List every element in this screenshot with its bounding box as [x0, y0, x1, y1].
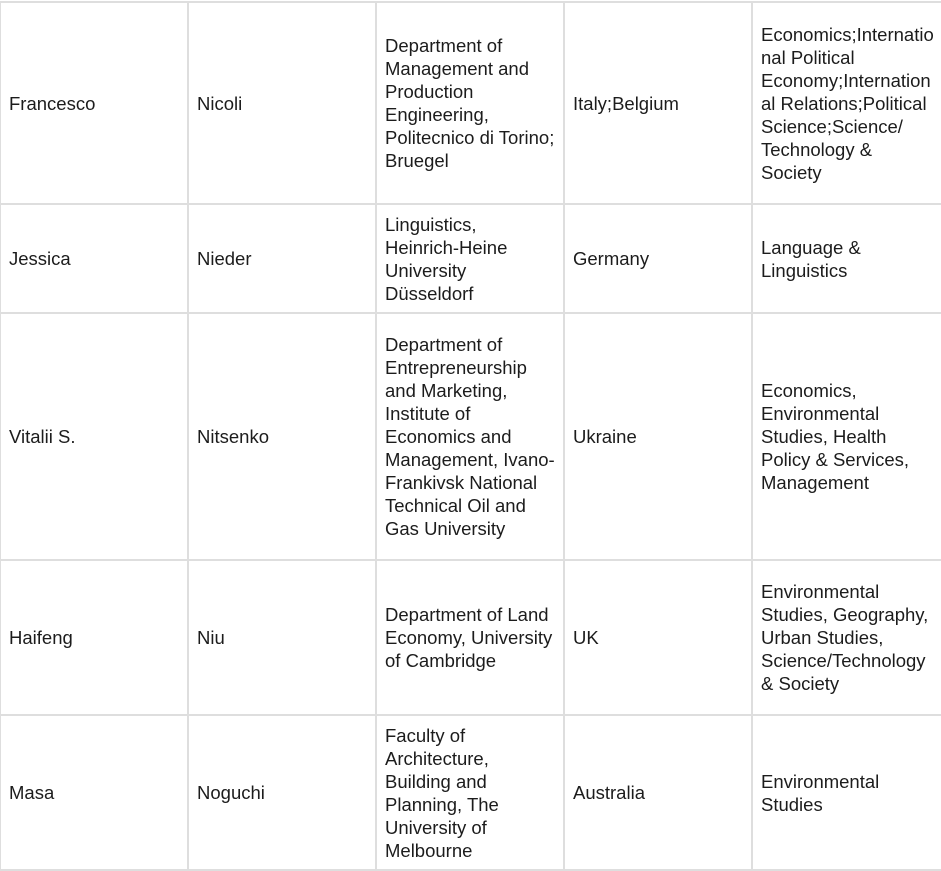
affiliation-cell: Department of Land Economy, University of Cambridge: [376, 560, 564, 715]
country-cell: Italy;Belgium: [564, 2, 752, 204]
last-name-cell: Nieder: [188, 204, 376, 313]
table-row: [0, 560, 941, 715]
affiliation-cell: Linguistics, Heinrich-Heine University Düsseldorf: [376, 204, 564, 313]
fields-cell: Language & Linguistics: [752, 204, 941, 313]
first-name-cell: Vitalii S.: [0, 313, 188, 560]
table-row: [0, 204, 941, 313]
table-row: [0, 715, 941, 870]
first-name-cell: Haifeng: [0, 560, 188, 715]
last-name-cell: Niu: [188, 560, 376, 715]
fields-cell: Economics;International Political Economy;International Relations;Political Science;Science/ Technology & Society: [752, 2, 941, 204]
last-name-cell: Noguchi: [188, 715, 376, 870]
affiliation-cell: Faculty of Architecture, Building and Planning, The University of Melbourne: [376, 715, 564, 870]
table-row: [0, 2, 941, 204]
country-cell: Germany: [564, 204, 752, 313]
fields-cell: Environmental Studies, Geography, Urban Studies, Science/Technology & Society: [752, 560, 941, 715]
fields-cell: Economics, Environmental Studies, Health Policy & Services, Management: [752, 313, 941, 560]
country-cell: UK: [564, 560, 752, 715]
last-name-cell: Nicoli: [188, 2, 376, 204]
fields-cell: Environmental Studies: [752, 715, 941, 870]
country-cell: Australia: [564, 715, 752, 870]
first-name-cell: Masa: [0, 715, 188, 870]
reviewer-table: [0, 1, 941, 871]
first-name-cell: Jessica: [0, 204, 188, 313]
affiliation-cell: Department of Management and Production Engineering, Politecnico di Torino; Bruegel: [376, 2, 564, 204]
table-row: [0, 313, 941, 560]
affiliation-cell: Department of Entrepreneurship and Marketing, Institute of Economics and Management, Ivano-Frankivsk National Technical Oil and Gas University: [376, 313, 564, 560]
first-name-cell: Francesco: [0, 2, 188, 204]
country-cell: Ukraine: [564, 313, 752, 560]
last-name-cell: Nitsenko: [188, 313, 376, 560]
